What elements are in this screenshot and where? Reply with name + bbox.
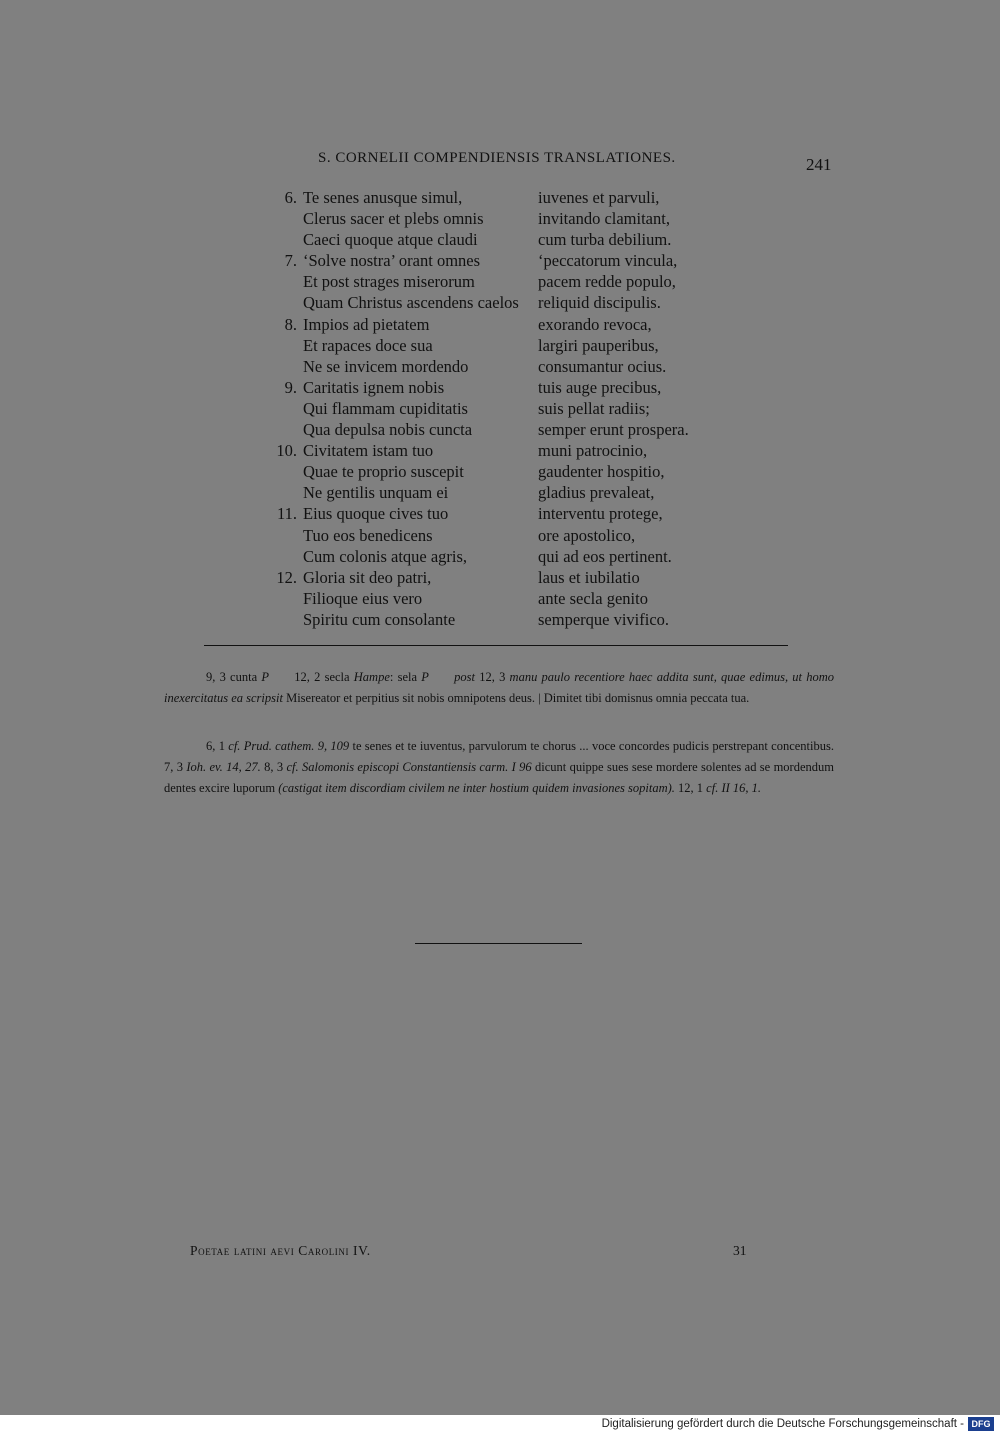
half-line-a: ‘Solve nostra’ orant omnes — [303, 251, 481, 271]
half-line-b: muni patrocinio, — [538, 441, 648, 461]
half-line-a: Cum colonis atque agris, — [303, 546, 468, 566]
half-line-b: ore apostolico, — [538, 525, 636, 545]
poem-line — [262, 461, 782, 482]
half-line-a: Ne se invicem mordendo — [303, 356, 469, 376]
poem-line — [262, 482, 782, 503]
half-line-b: largiri pauperibus, — [538, 335, 659, 355]
poem-line — [262, 398, 782, 419]
half-line-b: cum turba debilium. — [538, 230, 672, 250]
half-line-a: Gloria sit deo patri, — [303, 567, 432, 587]
poem-text — [262, 187, 782, 630]
stanza-number: 7. — [284, 251, 297, 271]
half-line-a: Caeci quoque atque claudi — [303, 230, 478, 250]
half-line-b: laus et iubilatio — [538, 567, 640, 587]
half-line-a: Qua depulsa nobis cuncta — [303, 420, 473, 440]
poem-line — [262, 356, 782, 377]
half-line-a: Eius quoque cives tuo — [303, 504, 449, 524]
half-line-a: Impios ad pietatem — [303, 314, 430, 334]
poem-line — [262, 335, 782, 356]
critical-apparatus: 9, 3 cunta P 12, 2 secla Hampe: sela P post 12, 3 manu paulo recentiore haec addita sunt, quae edimus, ut homo inexercitatus ea scripsit Misereator et perpitius sit nobis omnipotens deus. | Dimitet tibi domisnus omnia peccata tua. — [164, 670, 835, 705]
page-number: 241 — [806, 155, 832, 174]
half-line-b: gaudenter hospitio, — [538, 462, 665, 482]
half-line-a: Filioque eius vero — [303, 588, 423, 608]
stanza-number: 9. — [284, 377, 297, 397]
poem-line — [262, 503, 782, 524]
poem-line — [262, 229, 782, 250]
half-line-b: gladius prevaleat, — [538, 483, 655, 503]
half-line-b: tuis auge precibus, — [538, 377, 662, 397]
poem-line — [262, 250, 782, 271]
half-line-a: Clerus sacer et plebs omnis — [303, 209, 484, 229]
running-title: S. CORNELII COMPENDIENSIS TRANSLATIONES. — [318, 150, 676, 166]
poem-line — [262, 314, 782, 335]
half-line-a: Qui flammam cupiditatis — [303, 398, 468, 418]
dfg-logo: DFG — [968, 1417, 994, 1431]
half-line-b: reliquid discipulis. — [538, 293, 661, 313]
end-rule — [415, 943, 582, 944]
half-line-a: Quam Christus ascendens caelos — [303, 293, 519, 313]
half-line-b: consumantur ocius. — [538, 356, 667, 376]
half-line-b: suis pellat radiis; — [538, 398, 650, 418]
poem-line — [262, 208, 782, 229]
half-line-b: iuvenes et parvuli, — [538, 188, 660, 207]
half-line-b: semper erunt prospera. — [538, 420, 689, 440]
half-line-a: Caritatis ignem nobis — [303, 377, 445, 397]
stanza-number: 6. — [284, 188, 297, 207]
half-line-a: Tuo eos benedicens — [303, 525, 433, 545]
half-line-b: ‘peccatorum vincula, — [538, 251, 678, 271]
half-line-b: semperque vivifico. — [538, 609, 670, 629]
half-line-b: pacem redde populo, — [538, 272, 676, 292]
half-line-a: Quae te proprio suscepit — [303, 462, 464, 482]
poem-line — [262, 567, 782, 588]
poem-line — [262, 419, 782, 440]
stanza-number: 10. — [276, 441, 297, 461]
poem-line — [262, 525, 782, 546]
half-line-b: qui ad eos pertinent. — [538, 546, 672, 566]
half-line-a: Et post strages miserorum — [303, 272, 475, 292]
poem-line — [262, 588, 782, 609]
poem-line — [262, 609, 782, 630]
half-line-b: interventu protege, — [538, 504, 663, 524]
poem-line — [262, 271, 782, 292]
separator-rule — [204, 645, 788, 646]
source-apparatus: 6, 1 cf. Prud. cathem. 9, 109 te senes et te iuventus, parvulorum te chorus ... voce concordes pudicis perstrepant concentibus. 7, 3 Ioh. ev. 14, 27. 8, 3 cf. Salomonis episcopi Constantiensis carm. I 96 dicunt quippe sues sese mordere solentes ad se mordendum dentes excire luporum (castigat item discordiam civilem ne inter hostium quidem invasiones sopitam). 12, 1 cf. II 16, 1. — [164, 739, 834, 795]
half-line-b: invitando clamitant, — [538, 209, 670, 229]
poem-line — [262, 546, 782, 567]
half-line-a: Te senes anusque simul, — [303, 188, 463, 207]
half-line-a: Ne gentilis unquam ei — [303, 483, 449, 503]
half-line-a: Civitatem istam tuo — [303, 441, 434, 461]
dfg-credit-text: Digitalisierung gefördert durch die Deutsche Forschungsgemeinschaft - — [601, 1418, 964, 1430]
half-line-b: ante secla genito — [538, 588, 648, 608]
poem-line — [262, 377, 782, 398]
sheet-number: 31 — [733, 1243, 747, 1258]
stanza-number: 11. — [276, 504, 297, 524]
half-line-b: exorando revoca, — [538, 314, 652, 334]
poem-line — [262, 187, 782, 208]
half-line-a: Et rapaces doce sua — [303, 335, 433, 355]
stanza-number: 8. — [284, 314, 297, 334]
poem-line — [262, 292, 782, 313]
half-line-a: Spiritu cum consolante — [303, 609, 456, 629]
dfg-credit-bar — [0, 1415, 1000, 1434]
sheet-signature: Poetae latini aevi Carolini IV. — [190, 1243, 371, 1258]
poem-line — [262, 440, 782, 461]
stanza-number: 12. — [276, 567, 297, 587]
